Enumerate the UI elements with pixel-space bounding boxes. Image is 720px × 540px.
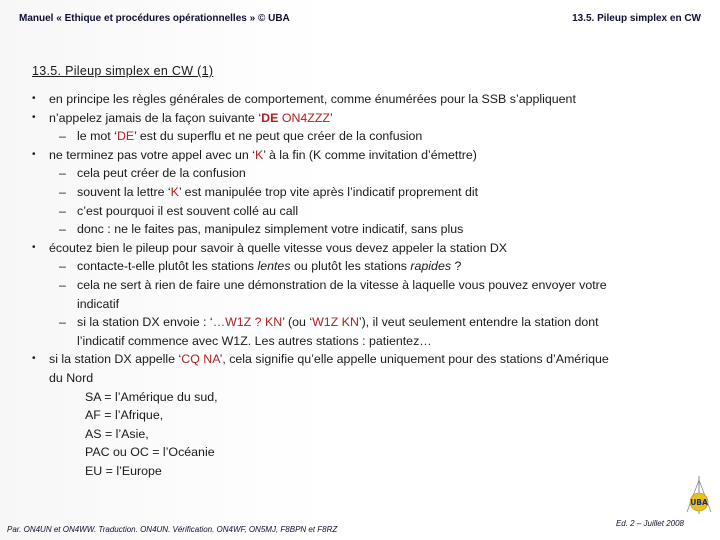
sub-text-end: ’ est manipulée trop vite après l’indicatif proprement dit bbox=[178, 184, 479, 199]
highlight-w1z-query: …W1Z ? KN bbox=[212, 315, 283, 330]
highlight-de: DE bbox=[261, 110, 279, 125]
sub-bullet-w1z bbox=[30, 313, 700, 350]
highlight-cq-na: CQ NA bbox=[181, 352, 220, 367]
region-sa: SA = l’Amérique du sud, bbox=[85, 389, 218, 404]
dash-marker: – bbox=[59, 166, 66, 181]
footer-credits: Par. ON4UN et ON4WW. Traduction. ON4UN. Vérification. ON4WF, ON5MJ, F8BPN et F8RZ bbox=[7, 525, 338, 534]
sub-text: contacte-t-elle plutôt les stations bbox=[77, 259, 258, 274]
header-right: 13.5. Pileup simplex en CW bbox=[572, 13, 701, 24]
italic-slow: lentes bbox=[257, 259, 291, 274]
bullet-text-end: ’ bbox=[330, 110, 333, 125]
italic-fast: rapides bbox=[410, 259, 452, 274]
bullet-text-end: ’ à la fin (K comme invitation d’émettre) bbox=[263, 147, 477, 162]
sub-text: cela ne sert à rien de faire une démonstration de la vitesse à laquelle vous pouvez envoyer votre bbox=[77, 277, 607, 292]
sub-text-end: ? bbox=[451, 259, 462, 274]
highlight-k: K bbox=[254, 147, 264, 162]
sub-text-mid: ’ (ou ‘ bbox=[282, 315, 313, 330]
sub-text: souvent la lettre ‘ bbox=[77, 184, 171, 199]
dash-marker: – bbox=[59, 259, 66, 274]
highlight-k: K bbox=[170, 184, 179, 199]
sub-bullet-confusion bbox=[30, 164, 700, 183]
sub-bullet-demo bbox=[30, 276, 700, 313]
bullet-text: ne terminez pas votre appel avec un ‘ bbox=[49, 147, 255, 162]
header-left: Manuel « Ethique et procédures opérationnelles » © UBA bbox=[19, 13, 290, 24]
sub-text-end: ’ est du superflu et ne peut que créer de la confusion bbox=[134, 129, 423, 144]
footer-edition: Ed. 2 – Juillet 2008 bbox=[615, 519, 684, 528]
bullet-never-call bbox=[30, 109, 700, 128]
sub-text-mid: ou plutôt les stations bbox=[290, 259, 411, 274]
region-as: AS = l’Asie, bbox=[85, 426, 149, 441]
bullet-marker: • bbox=[32, 111, 36, 123]
sub-text-end: ’), il veut seulement entendre la station dont bbox=[358, 315, 599, 330]
bullet-text: écoutez bien le pileup pour savoir à quelle vitesse vous devez appeler la station DX bbox=[49, 240, 508, 255]
sub-text-cont: l’indicatif commence avec W1Z. Les autres stations : patientez… bbox=[77, 333, 432, 348]
bullet-cq-na bbox=[30, 350, 700, 387]
dash-marker: – bbox=[59, 222, 66, 237]
sub-text: si la station DX envoie : ‘ bbox=[77, 315, 213, 330]
bullet-marker: • bbox=[32, 148, 36, 160]
bullet-text: n’appelez jamais de la façon suivante ‘ bbox=[49, 110, 262, 125]
sub-bullet-glued bbox=[30, 202, 700, 221]
slide-title: 13.5. Pileup simplex en CW (1) bbox=[32, 64, 214, 78]
region-oc: PAC ou OC = l’Océanie bbox=[85, 445, 215, 460]
sub-bullet-dont bbox=[30, 220, 700, 239]
bullet-marker: • bbox=[32, 93, 36, 104]
dash-marker: – bbox=[59, 129, 66, 144]
bullet-marker: • bbox=[32, 353, 36, 365]
highlight-w1z-kn: W1Z KN bbox=[312, 315, 359, 330]
region-af: AF = l’Afrique, bbox=[85, 408, 164, 423]
sub-bullet-k-fast bbox=[30, 183, 700, 202]
sub-bullet-speed bbox=[30, 257, 700, 276]
sub-text: donc : ne le faites pas, manipulez simplement votre indicatif, sans plus bbox=[77, 222, 464, 237]
sub-text-cont: indicatif bbox=[77, 296, 120, 311]
bullet-listen bbox=[30, 239, 700, 258]
bullet-text-end: ’, cela signifie qu’elle appelle uniquement pour des stations d’Amérique bbox=[219, 352, 609, 367]
dash-marker: – bbox=[59, 203, 66, 218]
bullet-text-cont: du Nord bbox=[49, 370, 94, 385]
dash-marker: – bbox=[59, 315, 66, 330]
highlight-callsign: ON4ZZZ bbox=[278, 110, 331, 125]
bullet-text: en principe les règles générales de comportement, comme énumérées pour la SSB s’appliquent bbox=[49, 92, 576, 106]
bullet-ssb-rules bbox=[30, 90, 700, 109]
sub-text: c’est pourquoi il est souvent collé au call bbox=[77, 203, 299, 218]
highlight-de: DE bbox=[116, 129, 135, 144]
bullet-no-k bbox=[30, 146, 700, 165]
sub-bullet-de bbox=[30, 127, 700, 146]
bullet-text: si la station DX appelle ‘ bbox=[49, 352, 182, 367]
slide-content bbox=[30, 90, 700, 480]
dash-marker: – bbox=[59, 277, 66, 292]
sub-text: cela peut créer de la confusion bbox=[77, 166, 246, 181]
region-eu: EU = l’Europe bbox=[85, 463, 162, 478]
sub-text: le mot ‘ bbox=[77, 129, 117, 144]
dash-marker: – bbox=[59, 184, 66, 199]
logo-text: UBA bbox=[690, 498, 708, 507]
bullet-marker: • bbox=[32, 241, 36, 253]
uba-logo bbox=[682, 474, 716, 518]
